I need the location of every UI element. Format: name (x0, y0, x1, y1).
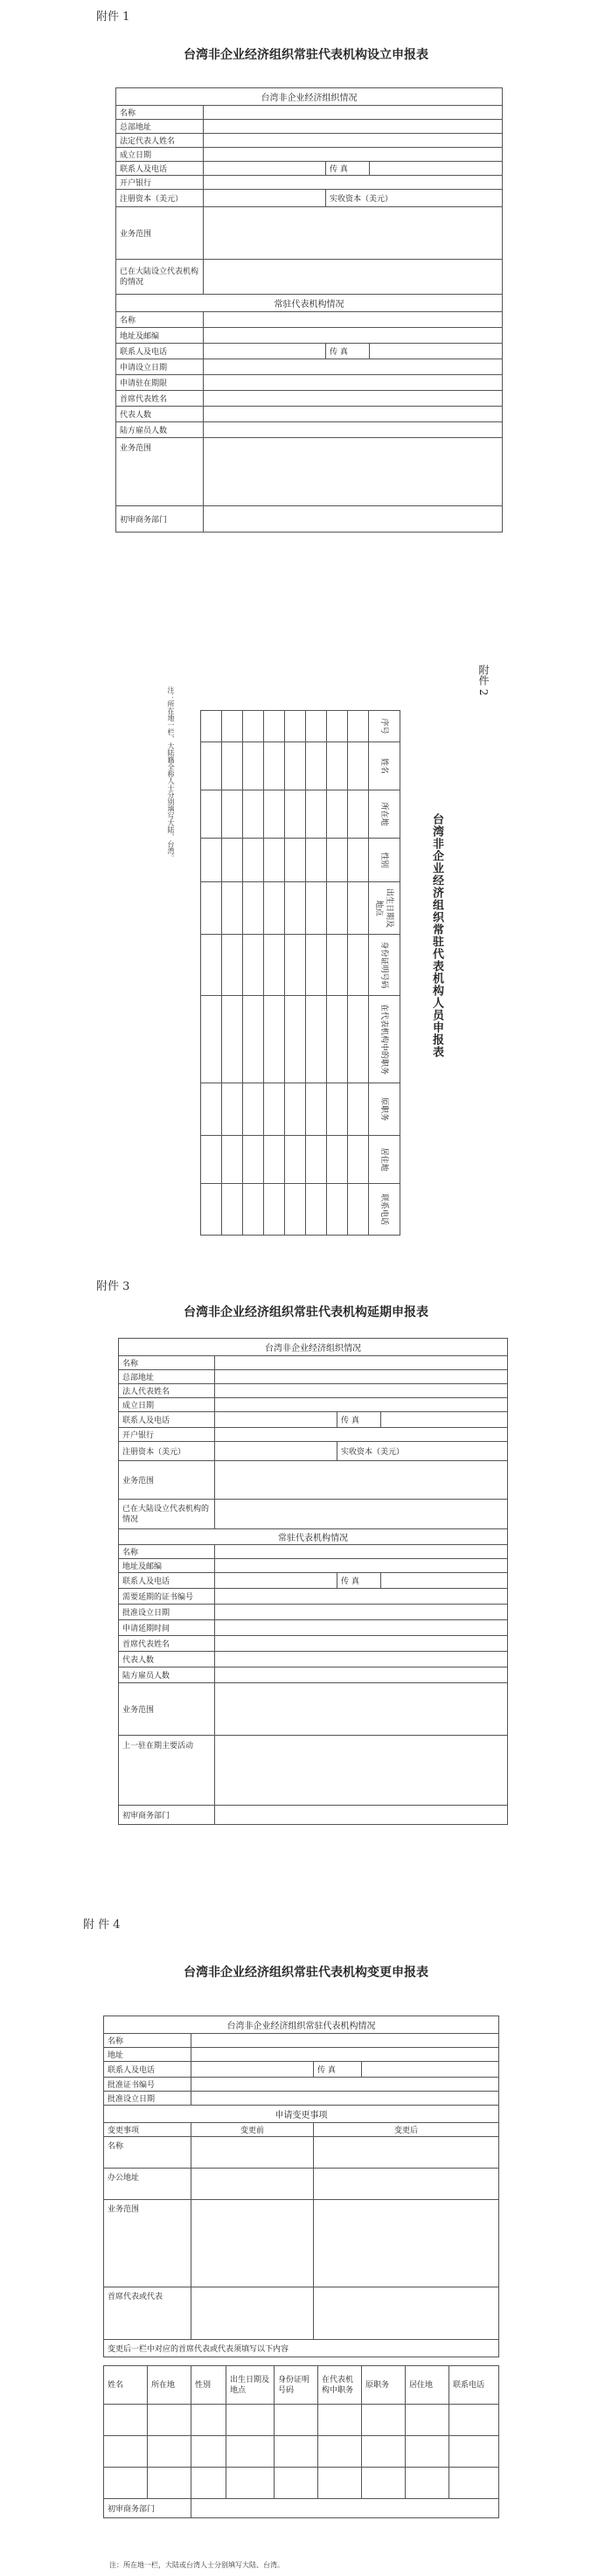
col-header: 联系电话 (449, 2366, 499, 2405)
table-cell[interactable] (285, 742, 306, 790)
table-cell[interactable] (222, 839, 243, 882)
table-cell[interactable] (306, 790, 327, 839)
field-value[interactable] (215, 1412, 337, 1428)
attachment-2-label: 附件 2 (477, 665, 490, 696)
table-cell[interactable] (449, 2468, 499, 2499)
table-cell[interactable] (406, 2468, 449, 2499)
field-value[interactable] (191, 2200, 314, 2287)
table-cell[interactable] (306, 935, 327, 996)
table-cell[interactable] (201, 742, 222, 790)
form-1-table (115, 87, 503, 533)
field-label: 已在大陆设立代表机构的情况 (116, 260, 204, 295)
field-label: 名称 (116, 106, 204, 120)
form-2-table (200, 710, 400, 1236)
table-cell[interactable] (327, 711, 348, 742)
field-label: 传 真 (326, 344, 370, 359)
table-cell[interactable] (285, 1136, 306, 1184)
col-header: 所在地 (148, 2366, 191, 2405)
field-label (326, 190, 503, 207)
col-header: 出生日期及地点 (226, 2366, 275, 2405)
field-value[interactable] (215, 1461, 508, 1500)
attachment-1-label: 附件 1 (96, 10, 130, 24)
field-label: 注册资本（美元） (119, 1442, 215, 1461)
field-label: 业务范围 (119, 1461, 215, 1500)
field-value[interactable] (204, 190, 326, 207)
section-office-info: 台湾非企业经济组织常驻代表机构情况 (104, 2016, 499, 2034)
table-cell[interactable] (318, 2468, 362, 2499)
table-cell[interactable] (226, 2436, 275, 2468)
field-label: 批准设立日期 (119, 1605, 215, 1620)
field-label: 初审商务部门 (119, 1806, 215, 1825)
col-header: 变更前 (191, 2123, 314, 2137)
table-cell[interactable] (222, 1083, 243, 1136)
table-cell[interactable] (362, 2405, 406, 2436)
col-header: 在代表机构中的职务 (369, 996, 400, 1083)
field-value[interactable] (204, 359, 503, 375)
field-value[interactable] (215, 1573, 337, 1589)
table-cell[interactable] (275, 2436, 318, 2468)
field-value[interactable] (191, 2092, 499, 2106)
table-cell[interactable] (306, 1083, 327, 1136)
table-cell[interactable] (222, 1136, 243, 1184)
table-cell[interactable] (264, 790, 285, 839)
field-value[interactable] (381, 1573, 508, 1589)
table-cell[interactable] (222, 711, 243, 742)
form-2-title: 台湾非企业经济组织常驻代表机构人员申报表 (430, 813, 443, 1058)
table-cell[interactable] (285, 790, 306, 839)
col-header: 联系电话 (369, 1184, 400, 1236)
field-value[interactable] (191, 2078, 499, 2092)
table-cell[interactable] (191, 2405, 226, 2436)
field-label: 已在大陆设立代表机构的情况 (119, 1500, 215, 1529)
field-value[interactable] (215, 1500, 508, 1529)
field-value[interactable] (215, 1620, 508, 1636)
field-value[interactable] (204, 438, 503, 506)
col-header: 居住地 (406, 2366, 449, 2405)
field-value[interactable] (314, 2200, 499, 2287)
table-cell[interactable] (243, 839, 264, 882)
field-label: 传 真 (337, 1412, 381, 1428)
field-value[interactable] (362, 2062, 499, 2078)
field-value[interactable] (204, 148, 503, 162)
field-value[interactable] (191, 2048, 499, 2062)
table-cell[interactable] (243, 882, 264, 935)
field-label: 法人代表姓名 (119, 1384, 215, 1398)
field-label: 总部地址 (119, 1370, 215, 1384)
table-cell[interactable] (201, 839, 222, 882)
field-label: 注册资本（美元） (116, 190, 204, 207)
table-cell[interactable] (306, 1136, 327, 1184)
table-cell[interactable] (201, 1184, 222, 1236)
paid-capital-label: 实收资本（美元） (341, 1448, 405, 1457)
table-cell[interactable] (327, 1083, 348, 1136)
field-value[interactable] (215, 1356, 508, 1370)
section-office-info: 常驻代表机构情况 (116, 295, 503, 312)
field-label: 首席代表姓名 (116, 391, 204, 407)
table-cell[interactable] (222, 882, 243, 935)
form-3-title: 台湾非企业经济组织常驻代表机构延期申报表 (184, 1305, 428, 1319)
table-cell[interactable] (264, 935, 285, 996)
section-org-info: 台湾非企业经济组织情况 (119, 1339, 508, 1356)
table-cell[interactable] (243, 742, 264, 790)
table-cell[interactable] (264, 711, 285, 742)
field-label: 业务范围 (119, 1683, 215, 1736)
field-label: 地址及邮编 (116, 328, 204, 344)
field-value[interactable] (204, 207, 503, 260)
field-value[interactable] (215, 1384, 508, 1398)
table-cell[interactable] (348, 839, 369, 882)
field-value[interactable] (215, 1545, 508, 1559)
table-cell[interactable] (191, 2468, 226, 2499)
col-header: 序号 (369, 711, 400, 742)
table-cell[interactable] (243, 790, 264, 839)
table-cell[interactable] (306, 742, 327, 790)
table-cell[interactable] (406, 2436, 449, 2468)
col-header: 原职务 (369, 1083, 400, 1136)
field-value[interactable] (215, 1398, 508, 1412)
table-cell[interactable] (201, 790, 222, 839)
field-label: 批准证书编号 (104, 2078, 191, 2092)
field-label: 申请设立日期 (116, 359, 204, 375)
table-cell[interactable] (201, 1083, 222, 1136)
col-header: 身份证明号码 (275, 2366, 318, 2405)
table-cell[interactable] (222, 996, 243, 1083)
field-value[interactable] (204, 106, 503, 120)
field-label: 初审商务部门 (104, 2499, 191, 2518)
field-label: 陆方雇员人数 (116, 422, 204, 438)
field-label: 代表人数 (119, 1652, 215, 1667)
field-value[interactable] (204, 375, 503, 391)
col-header: 所在地 (369, 790, 400, 839)
field-label: 传 真 (314, 2062, 362, 2078)
field-value[interactable] (215, 1370, 508, 1384)
table-cell[interactable] (243, 711, 264, 742)
table-cell[interactable] (327, 935, 348, 996)
field-value[interactable] (215, 1806, 508, 1825)
field-label: 成立日期 (119, 1398, 215, 1412)
field-value[interactable] (314, 2137, 499, 2169)
table-cell[interactable] (222, 742, 243, 790)
field-value[interactable] (191, 2287, 314, 2340)
table-cell[interactable] (362, 2436, 406, 2468)
paid-capital-label: 实收资本（美元） (330, 195, 393, 204)
table-cell[interactable] (222, 790, 243, 839)
table-cell[interactable] (264, 839, 285, 882)
table-cell[interactable] (285, 1083, 306, 1136)
table-cell[interactable] (348, 1083, 369, 1136)
table-cell[interactable] (104, 2468, 148, 2499)
table-cell[interactable] (348, 882, 369, 935)
field-value[interactable] (204, 506, 503, 533)
table-cell[interactable] (285, 1184, 306, 1236)
section-office-info: 常驻代表机构情况 (119, 1529, 508, 1545)
table-cell[interactable] (449, 2405, 499, 2436)
col-header: 姓名 (104, 2366, 148, 2405)
table-cell[interactable] (201, 935, 222, 996)
field-label: 申请延期时间 (119, 1620, 215, 1636)
field-label: 代表人数 (116, 407, 204, 422)
table-cell[interactable] (275, 2468, 318, 2499)
table-cell[interactable] (348, 1184, 369, 1236)
table-cell[interactable] (191, 2436, 226, 2468)
field-value[interactable] (215, 1667, 508, 1683)
field-label: 法定代表人姓名 (116, 134, 204, 148)
field-label: 联系人及电话 (119, 1412, 215, 1428)
field-value[interactable] (204, 328, 503, 344)
table-cell[interactable] (327, 742, 348, 790)
field-value[interactable] (215, 1559, 508, 1573)
table-cell[interactable] (327, 1184, 348, 1236)
table-cell[interactable] (285, 711, 306, 742)
field-value[interactable] (370, 162, 503, 176)
table-cell[interactable] (264, 882, 285, 935)
table-cell[interactable] (306, 996, 327, 1083)
table-cell[interactable] (406, 2405, 449, 2436)
field-value[interactable] (204, 134, 503, 148)
table-cell[interactable] (348, 996, 369, 1083)
field-value[interactable] (191, 2169, 314, 2200)
table-cell[interactable] (148, 2468, 191, 2499)
table-cell[interactable] (306, 839, 327, 882)
table-cell[interactable] (306, 1184, 327, 1236)
form-4-table-reps (103, 2365, 499, 2518)
field-value[interactable] (204, 422, 503, 438)
table-cell[interactable] (222, 935, 243, 996)
field-value[interactable] (314, 2287, 499, 2340)
field-label: 名称 (119, 1356, 215, 1370)
field-label: 名称 (116, 312, 204, 328)
table-cell[interactable] (243, 1083, 264, 1136)
table-cell[interactable] (201, 996, 222, 1083)
table-cell[interactable] (264, 1083, 285, 1136)
col-header: 原职务 (362, 2366, 406, 2405)
table-cell[interactable] (104, 2436, 148, 2468)
field-label: 名称 (104, 2137, 191, 2169)
field-label: 地址及邮编 (119, 1559, 215, 1573)
field-value[interactable] (215, 1442, 337, 1461)
field-value[interactable] (204, 391, 503, 407)
field-label: 成立日期 (116, 148, 204, 162)
table-cell[interactable] (201, 1136, 222, 1184)
attachment-4-label: 附 件 4 (83, 1918, 121, 1932)
field-label: 业务范围 (116, 207, 204, 260)
table-cell[interactable] (449, 2436, 499, 2468)
field-value[interactable] (215, 1683, 508, 1736)
field-label: 地址 (104, 2048, 191, 2062)
table-cell[interactable] (285, 839, 306, 882)
field-label: 上一驻在期主要活动 (119, 1736, 215, 1806)
table-cell[interactable] (348, 711, 369, 742)
table-cell[interactable] (285, 996, 306, 1083)
table-cell[interactable] (243, 996, 264, 1083)
col-header: 在代表机构中职务 (318, 2366, 362, 2405)
table-cell[interactable] (327, 996, 348, 1083)
field-label: 业务范围 (104, 2200, 191, 2287)
field-value[interactable] (215, 1736, 508, 1806)
field-value[interactable] (204, 162, 326, 176)
table-cell[interactable] (264, 1184, 285, 1236)
field-label: 申请驻在期限 (116, 375, 204, 391)
form-1-title: 台湾非企业经济组织常驻代表机构设立申报表 (184, 48, 428, 62)
field-label: 开户银行 (116, 176, 204, 190)
form-4-title: 台湾非企业经济组织常驻代表机构变更申报表 (184, 1966, 428, 1980)
table-cell[interactable] (318, 2405, 362, 2436)
field-value[interactable] (215, 1589, 508, 1605)
field-label: 联系人及电话 (119, 1573, 215, 1589)
field-value[interactable] (204, 344, 326, 359)
table-cell[interactable] (243, 935, 264, 996)
attachment-3-label: 附件 3 (96, 1280, 130, 1293)
section-change-items: 申请变更事项 (104, 2106, 499, 2123)
field-label: 联系人及电话 (116, 162, 204, 176)
field-value[interactable] (191, 2137, 314, 2169)
table-cell[interactable] (243, 1136, 264, 1184)
table-cell[interactable] (222, 1184, 243, 1236)
table-cell[interactable] (264, 1136, 285, 1184)
section-org-info: 台湾非企业经济组织情况 (116, 88, 503, 106)
field-label: 首席代表或代表 (104, 2287, 191, 2340)
table-cell[interactable] (348, 742, 369, 790)
field-label: 名称 (119, 1545, 215, 1559)
table-cell[interactable] (348, 790, 369, 839)
field-value[interactable] (215, 1652, 508, 1667)
table-cell[interactable] (264, 996, 285, 1083)
table-cell[interactable] (306, 882, 327, 935)
form-4-note: 注：所在地一栏，大陆或台湾人士分别填写大陆、台湾。 (109, 2561, 284, 2569)
table-cell[interactable] (201, 882, 222, 935)
table-cell[interactable] (201, 711, 222, 742)
field-label: 传 真 (337, 1573, 381, 1589)
form-2-rotated-wrapper (164, 684, 400, 1270)
field-value[interactable] (204, 312, 503, 328)
field-value[interactable] (215, 1605, 508, 1620)
rep-note-row: 变更后一栏中对应的首席代表或代表须填写以下内容 (104, 2340, 499, 2357)
field-value[interactable] (191, 2499, 499, 2518)
col-header: 身份证明号码 (369, 935, 400, 996)
field-label: 总部地址 (116, 120, 204, 134)
col-header: 姓名 (369, 742, 400, 790)
table-cell[interactable] (318, 2436, 362, 2468)
field-label: 联系人及电话 (104, 2062, 191, 2078)
table-cell[interactable] (306, 711, 327, 742)
field-value[interactable] (314, 2169, 499, 2200)
table-cell[interactable] (348, 1136, 369, 1184)
field-value[interactable] (191, 2034, 499, 2048)
form-4-table-top (103, 2016, 499, 2357)
col-header: 性别 (191, 2366, 226, 2405)
table-cell[interactable] (243, 1184, 264, 1236)
field-value[interactable] (215, 1636, 508, 1652)
table-cell[interactable] (285, 882, 306, 935)
field-value[interactable] (381, 1412, 508, 1428)
table-cell[interactable] (264, 742, 285, 790)
table-cell[interactable] (327, 839, 348, 882)
field-label: 需要延期的证书编号 (119, 1589, 215, 1605)
form-3-table (118, 1338, 508, 1825)
field-label: 传 真 (326, 162, 370, 176)
field-label: 陆方雇员人数 (119, 1667, 215, 1683)
field-label: 初审商务部门 (116, 506, 204, 533)
table-cell[interactable] (327, 882, 348, 935)
field-value[interactable] (191, 2062, 314, 2078)
table-cell[interactable] (362, 2468, 406, 2499)
table-cell[interactable] (275, 2405, 318, 2436)
field-value[interactable] (215, 1428, 508, 1442)
table-cell[interactable] (104, 2405, 148, 2436)
field-value[interactable] (204, 407, 503, 422)
form-2-rotated-inner (164, 684, 400, 1270)
col-header: 性别 (369, 839, 400, 882)
field-label (337, 1442, 508, 1461)
field-value[interactable] (204, 260, 503, 295)
table-cell[interactable] (327, 790, 348, 839)
table-cell[interactable] (348, 935, 369, 996)
col-header: 居住地 (369, 1136, 400, 1184)
field-label: 业务范围 (116, 438, 204, 506)
table-cell[interactable] (148, 2405, 191, 2436)
field-value[interactable] (370, 344, 503, 359)
field-label: 办公地址 (104, 2169, 191, 2200)
field-label: 首席代表姓名 (119, 1636, 215, 1652)
form-2-note: 注：所在地一栏，大陆籍全称人士分别填写大陆、台湾。 (167, 686, 175, 861)
field-label: 批准设立日期 (104, 2092, 191, 2106)
table-cell[interactable] (327, 1136, 348, 1184)
field-value[interactable] (204, 176, 503, 190)
field-label: 联系人及电话 (116, 344, 204, 359)
col-header: 变更事项 (104, 2123, 191, 2137)
table-cell[interactable] (226, 2405, 275, 2436)
col-header: 出生日期及地点 (369, 882, 400, 935)
field-label: 名称 (104, 2034, 191, 2048)
table-cell[interactable] (285, 935, 306, 996)
field-label: 开户银行 (119, 1428, 215, 1442)
field-value[interactable] (204, 120, 503, 134)
col-header: 变更后 (314, 2123, 499, 2137)
table-cell[interactable] (226, 2468, 275, 2499)
table-cell[interactable] (148, 2436, 191, 2468)
